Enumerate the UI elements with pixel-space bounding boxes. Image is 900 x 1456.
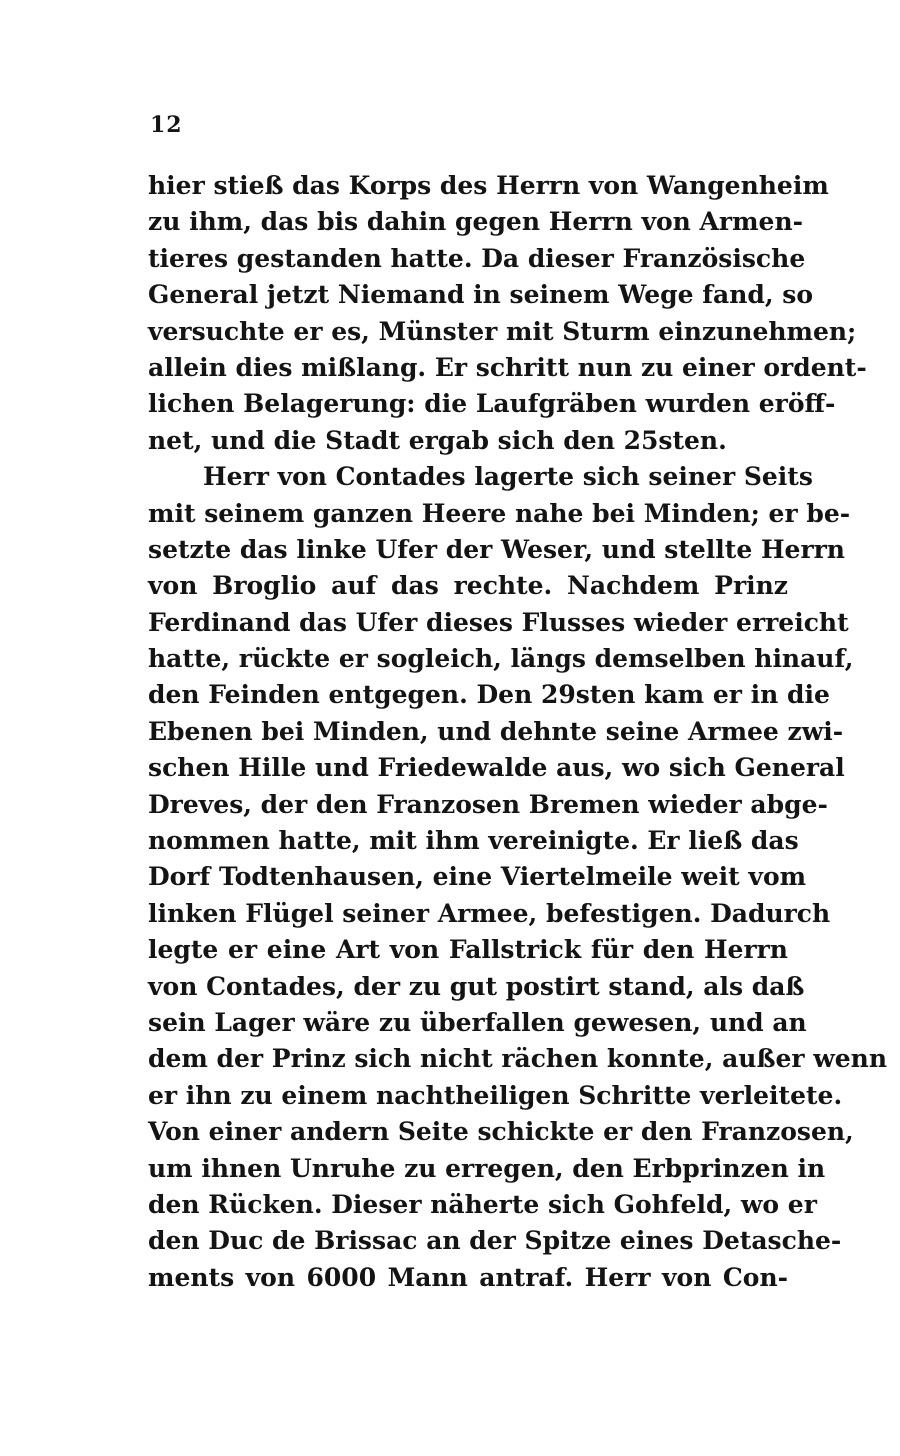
paragraph-start-line: Herr von Contades lagerte sich seiner Seits <box>203 462 813 492</box>
text-line: Dreves, der den Franzosen Bremen wieder abge- <box>148 789 828 819</box>
text-line: versuchte er es, Münster mit Sturm einzunehmen; <box>148 316 857 346</box>
body-text <box>148 168 888 1296</box>
text-line: linken Flügel seiner Armee, befestigen. Dadurch <box>148 898 831 928</box>
text-line: nommen hatte, mit ihm vereinigte. Er ließ das <box>148 826 799 856</box>
text-line: Von einer andern Seite schickte er den Franzosen, <box>148 1117 854 1147</box>
page-number: 12 <box>150 112 183 138</box>
text-line: Ebenen bei Minden, und dehnte seine Armee zwi- <box>148 716 844 746</box>
text-line: hier stieß das Korps des Herrn von Wangenheim <box>148 171 829 200</box>
text-line: tieres gestanden hatte. Da dieser Französische <box>148 243 806 273</box>
text-line: den Feinden entgegen. Den 29sten kam er in die <box>148 680 830 710</box>
text-line: dem der Prinz sich nicht rächen konnte, außer wenn <box>148 1044 888 1074</box>
text-line: um ihnen Unruhe zu erregen, den Erbprinzen in <box>148 1153 826 1183</box>
text-line: setzte das linke Ufer der Weser, und stellte Herrn <box>148 534 845 564</box>
text-line: sein Lager wäre zu überfallen gewesen, und an <box>148 1007 807 1037</box>
text-line: hatte, rückte er sogleich, längs demselben hinauf, <box>148 644 854 674</box>
text-line: von Contades, der zu gut postirt stand, als daß <box>148 971 805 1001</box>
text-line: den Rücken. Dieser näherte sich Gohfeld, wo er <box>148 1189 817 1219</box>
text-line: General jetzt Niemand in seinem Wege fand, so <box>148 280 814 310</box>
text-line: er ihn zu einem nachtheiligen Schritte verleitete. <box>148 1080 843 1110</box>
text-line: den Duc de Brissac an der Spitze eines Detasche- <box>148 1226 842 1256</box>
text-line: schen Hille und Friedewalde aus, wo sich General <box>148 753 845 783</box>
text-line: Ferdinand das Ufer dieses Flusses wieder erreicht <box>148 607 849 637</box>
text-line: net, und die Stadt ergab sich den 25sten. <box>148 425 727 455</box>
text-line: legte er eine Art von Fallstrick für den Herrn <box>148 935 788 965</box>
text-line: von Broglio auf das rechte. Nachdem Prinz <box>148 571 788 601</box>
text-line: allein dies mißlang. Er schritt nun zu einer ordent- <box>148 352 867 382</box>
text-line: zu ihm, das bis dahin gegen Herrn von Armen- <box>148 207 804 237</box>
text-line: ments von 6000 Mann antraf. Herr von Con- <box>148 1262 788 1292</box>
text-line: lichen Belagerung: die Laufgräben wurden eröff- <box>148 389 836 419</box>
text-line: mit seinem ganzen Heere nahe bei Minden; er be- <box>148 498 851 528</box>
text-line: Dorf Todtenhausen, eine Viertelmeile weit vom <box>148 862 807 892</box>
